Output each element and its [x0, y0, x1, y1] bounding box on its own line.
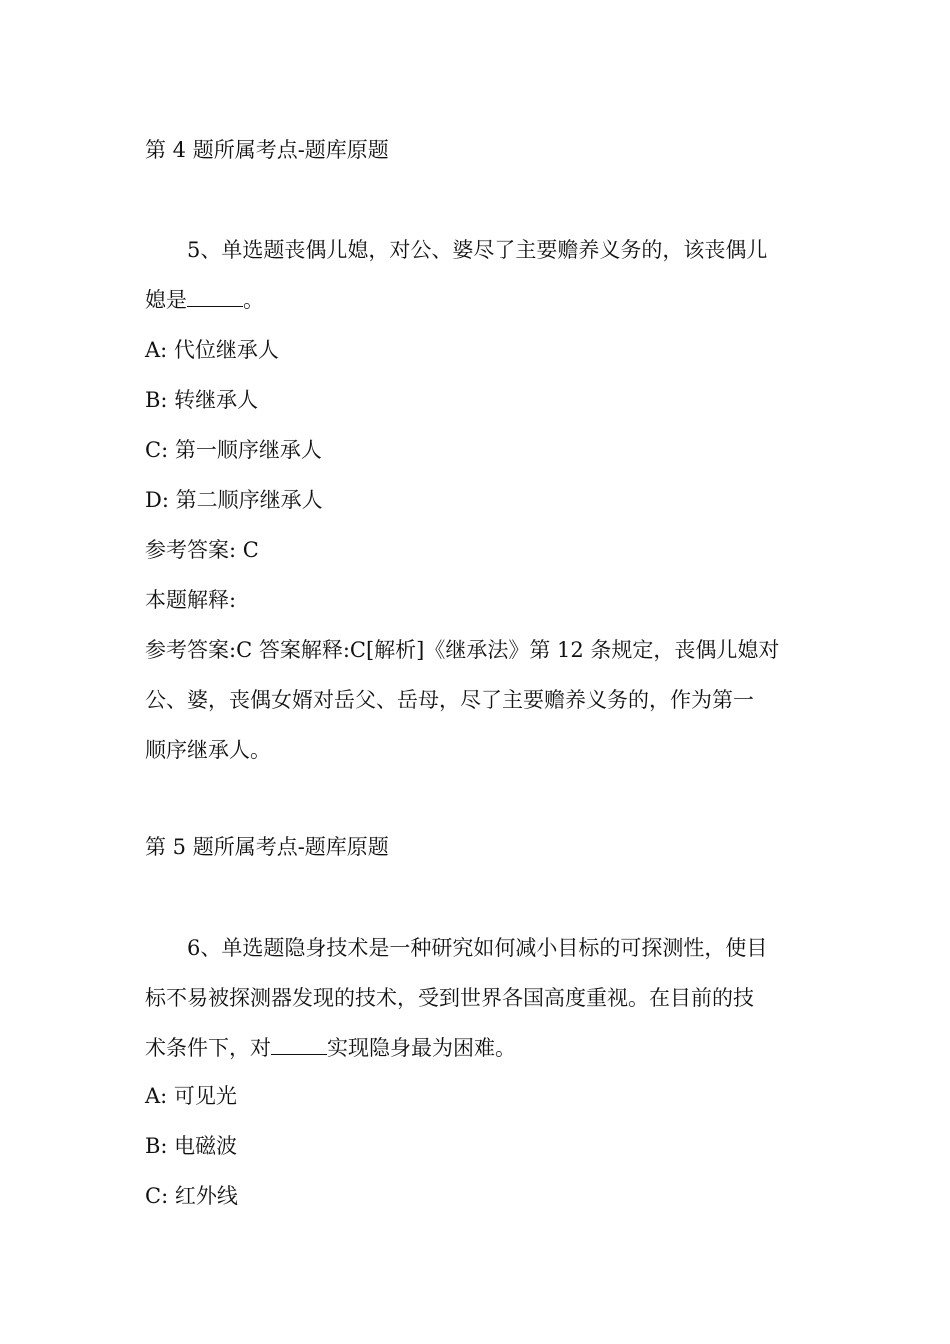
- q4-topic-footer: 第 4 题所属考点-题库原题: [145, 138, 389, 162]
- q6-option-c: C: 红外线: [145, 1184, 238, 1208]
- q5-option-c: C: 第一顺序继承人: [145, 438, 322, 462]
- answer-blank: [271, 1034, 327, 1055]
- q5-stem-line-2: [145, 285, 810, 315]
- q5-explain-title: 本题解释:: [145, 588, 237, 612]
- q5-stem-line-1: 5、单选题丧偶儿媳，对公、婆尽了主要赡养义务的，该丧偶儿: [187, 238, 768, 262]
- q6-stem-line-2: 标不易被探测器发现的技术，受到世界各国高度重视。在目前的技: [145, 986, 754, 1010]
- q5-topic-footer: 第 5 题所属考点-题库原题: [145, 835, 389, 859]
- q5-option-a: A: 代位继承人: [145, 338, 279, 362]
- q6-option-b: B: 电磁波: [145, 1134, 238, 1158]
- answer-blank: [187, 286, 243, 307]
- q5-stem-end: 。: [243, 288, 264, 312]
- q5-explain-line-1: 参考答案:C 答案解释:C[解析]《继承法》第 12 条规定，丧偶儿媳对: [145, 638, 780, 662]
- q5-stem-text: 媳是: [145, 288, 187, 312]
- q6-stem-end: 实现隐身最为困难。: [327, 1036, 516, 1060]
- q5-explain-line-2: 公、婆，丧偶女婿对岳父、岳母，尽了主要赡养义务的，作为第一: [145, 688, 754, 712]
- q6-stem-line-3: [145, 1033, 810, 1063]
- q6-stem-line-1: 6、单选题隐身技术是一种研究如何减小目标的可探测性，使目: [187, 936, 768, 960]
- q6-stem-text: 术条件下，对: [145, 1036, 271, 1060]
- q6-option-a: A: 可见光: [145, 1084, 237, 1108]
- q5-option-b: B: 转继承人: [145, 388, 259, 412]
- q5-option-d: D: 第二顺序继承人: [145, 488, 323, 512]
- q5-answer: 参考答案: C: [145, 538, 259, 562]
- q5-explain-line-3: 顺序继承人。: [145, 738, 271, 762]
